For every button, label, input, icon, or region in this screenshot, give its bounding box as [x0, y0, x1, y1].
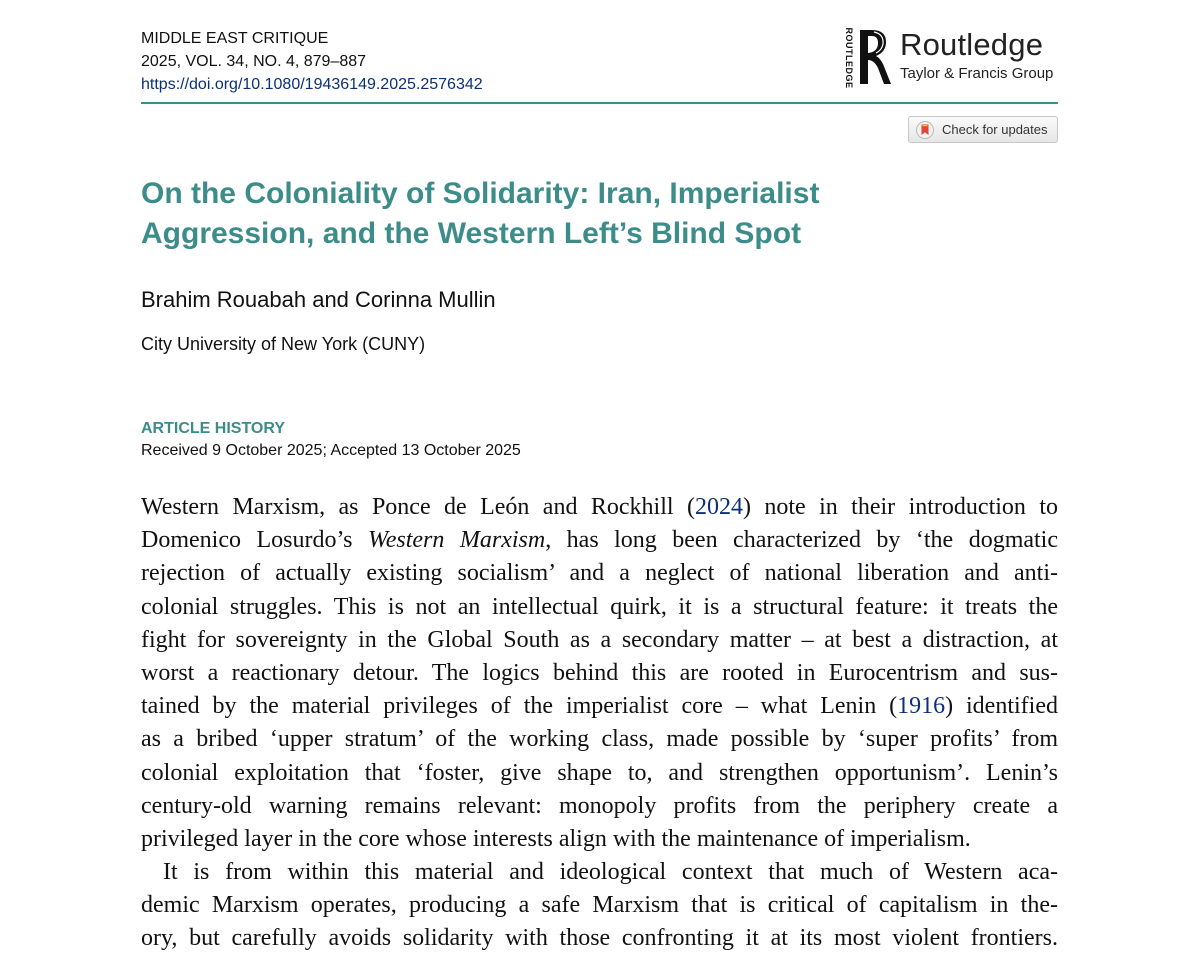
- body-line: fight for sovereignty in the Global South as a secondary matter – at best a distraction, at: [141, 626, 1058, 653]
- citation-link[interactable]: 2024: [694, 494, 743, 520]
- body-line: privileged layer in the core whose interests align with the maintenance of imperialism.: [141, 825, 971, 852]
- body-line: ory, but carefully avoids solidarity with those confronting it at its most violent frontiers.: [141, 925, 1058, 952]
- article-history: Received 9 October 2025; Accepted 13 October 2025: [141, 442, 521, 459]
- body-line: demic Marxism operates, producing a safe Marxism that is critical of capitalism in the-: [141, 892, 1058, 919]
- article-history-heading: ARTICLE HISTORY: [141, 420, 286, 437]
- authors: Brahim Rouabah and Corinna Mullin: [141, 287, 496, 312]
- publisher-group: Taylor & Francis Group: [900, 65, 1054, 82]
- bookmark-icon: [916, 121, 934, 139]
- routledge-logo-icon: [856, 26, 892, 88]
- check-for-updates-label: Check for updates: [942, 122, 1048, 137]
- doi-link[interactable]: https://doi.org/10.1080/19436149.2025.2576342: [141, 76, 483, 93]
- title-line-2: Aggression, and the Western Left’s Blind Spot: [141, 217, 802, 250]
- body-line: colonial exploitation that ‘foster, give shape to, and strengthen opportunism’. Lenin’s: [141, 759, 1058, 786]
- body-line: as a bribed ‘upper stratum’ of the working class, made possible by ‘super profits’ from: [141, 726, 1058, 753]
- body-line: Domenico Losurdo’s Western Marxism, has long been characterized by ‘the dogmatic: [141, 527, 1058, 554]
- body-line: worst a reactionary detour. The logics behind this are rooted in Eurocentrism and sus-: [141, 659, 1058, 686]
- affiliation: City University of New York (CUNY): [141, 334, 426, 354]
- body-line: tained by the material privileges of the imperialist core – what Lenin (1916) identified: [141, 693, 1058, 720]
- body-line: rejection of actually existing socialism’ and a neglect of national liberation and anti-: [141, 560, 1058, 587]
- publisher-vertical-label: ROUTLEDGE: [844, 27, 854, 89]
- body-text: [141, 491, 1058, 956]
- body-line: Western Marxism, as Ponce de León and Rockhill (2024) note in their introduction to: [141, 494, 1058, 520]
- check-for-updates-button[interactable]: [908, 116, 1058, 143]
- body-line: colonial struggles. This is not an intellectual quirk, it is a structural feature: it treats the: [141, 593, 1058, 620]
- publisher-name: Routledge: [900, 27, 1044, 62]
- header-divider: [141, 102, 1058, 104]
- publisher-logo: [842, 26, 1058, 90]
- book-title: Western Marxism: [367, 527, 546, 554]
- journal-header: [141, 27, 483, 96]
- body-line: century-old warning remains relevant: monopoly profits from the periphery create a: [141, 792, 1058, 819]
- body-line: It is from within this material and ideological context that much of Western aca-: [163, 859, 1058, 886]
- journal-name: MIDDLE EAST CRITIQUE: [141, 30, 329, 47]
- citation-link[interactable]: 1916: [897, 693, 946, 720]
- article-title: [141, 174, 1041, 254]
- title-line-1: On the Coloniality of Solidarity: Iran, Imperialist: [141, 177, 820, 210]
- volume-line: 2025, VOL. 34, NO. 4, 879–887: [141, 53, 367, 70]
